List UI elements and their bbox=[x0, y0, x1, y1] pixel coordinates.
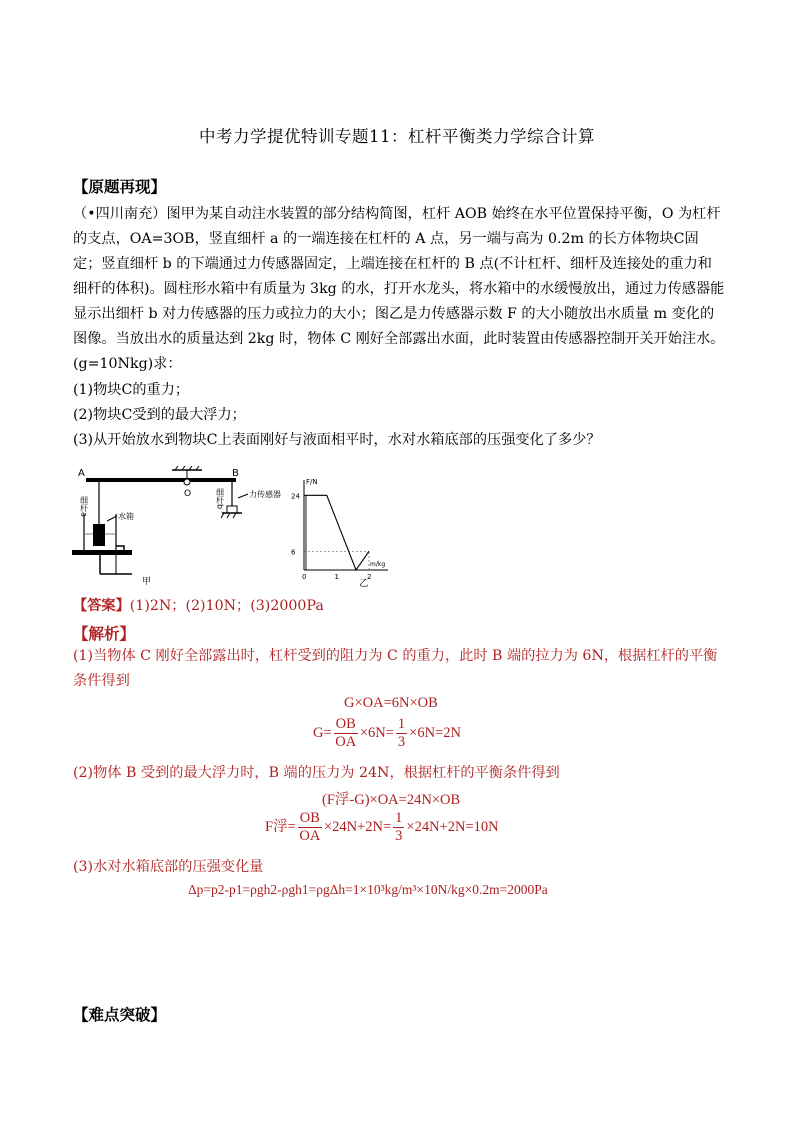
equation-2: G= $\frac{OB}{OA}$ ×6N= $\frac{1}{3}$ ×6N=2N bbox=[313, 716, 461, 750]
x-axis-label: m/kg bbox=[370, 561, 386, 568]
series-line bbox=[304, 495, 369, 570]
label-a: A bbox=[78, 468, 85, 479]
label-b: B bbox=[232, 468, 239, 479]
block-c bbox=[93, 524, 105, 546]
equation-1: G×OA=6N×OB bbox=[344, 695, 438, 711]
pivot-o bbox=[184, 479, 190, 485]
lever-bar bbox=[86, 478, 236, 482]
section-heading-difficulty: 【难点突破】 bbox=[73, 1005, 167, 1024]
y-axis-label: F/N bbox=[306, 478, 318, 486]
rod-b-label: 细杆b bbox=[215, 488, 225, 510]
rod-a-label: 细杆a bbox=[79, 496, 89, 517]
equation-5: Δp=p2-p1=ρgh2-ρgh1=ρgΔh=1×10³kg/m³×10N/kg×0.2m=2000Pa bbox=[188, 882, 548, 897]
force-sensor bbox=[227, 506, 237, 513]
answer-line bbox=[73, 595, 324, 615]
equation-4: F浮= $\frac{OB}{OA}$ ×24N+2N= $\frac{1}{3}$ ×24N+2N=10N bbox=[265, 810, 499, 844]
answer-text: (1)2N；(2)10N；(3)2000Pa bbox=[129, 598, 324, 614]
y-tick-label: 24 bbox=[291, 492, 300, 501]
equation-3: (F浮-G)×OA=24N×OB bbox=[322, 792, 461, 808]
figure-jia-caption: 甲 bbox=[142, 577, 152, 586]
figure-jia-diagram bbox=[72, 466, 292, 586]
analysis-paragraph-1: (1)当物体 C 刚好全部露出时，杠杆受到的阻力为 C 的重力，此时 B 端的拉力为 6N，根据杠杆的平衡条件得到 bbox=[73, 648, 718, 689]
analysis-label: 【解析】 bbox=[73, 624, 136, 643]
figure-yi-chart bbox=[290, 476, 400, 588]
question-2: (2)物块C受到的最大浮力； bbox=[73, 407, 246, 423]
section-heading-original-problem: 【原题再现】 bbox=[73, 177, 167, 196]
tank-label: 水箱 bbox=[118, 512, 134, 521]
answer-label: 【答案】 bbox=[73, 598, 130, 614]
y-tick-label: 6 bbox=[291, 548, 296, 557]
x-tick-label: 2 bbox=[367, 573, 372, 581]
label-o: O bbox=[184, 489, 192, 499]
document-title: 中考力学提优特训专题11：杠杆平衡类力学综合计算 bbox=[199, 127, 595, 146]
x-tick-label: 1 bbox=[334, 573, 339, 581]
question-1: (1)物块C的重力； bbox=[73, 382, 190, 398]
analysis-paragraph-3: (3)水对水箱底部的压强变化量 bbox=[73, 859, 264, 875]
x-tick-label: 0 bbox=[302, 573, 307, 581]
question-3: (3)从开始放水到物块C上表面刚好与液面相平时，水对水箱底部的压强变化了多少？ bbox=[73, 432, 601, 448]
figure-yi-caption: 乙 bbox=[359, 579, 369, 588]
analysis-paragraph-2: (2)物体 B 受到的最大浮力时，B 端的压力为 24N，根据杠杆的平衡条件得到 bbox=[73, 765, 560, 781]
sensor-label: 力传感器 bbox=[249, 490, 281, 499]
tank-bottom bbox=[72, 550, 132, 555]
problem-statement: （•四川南充）图甲为某自动注水装置的部分结构简图，杠杆 AOB 始终在水平位置保持平衡，O 为杠杆的支点，OA=3OB，竖直细杆 a 的一端连接在杠杆的 A 点，另一端与高为 0.2m 的长方体物块C固定；竖直细杆 b 的下端通过力传感器固定，上端连接在杠杆的 B 点(不计杠杆、细杆及连接处的重力和细杆的体积)。圆柱形水箱中有质量为 3kg 的水，打开水龙头，将水箱中的水缓慢放出，通过力传感器能显示出细杆 b 对力传感器的压力或拉力的大小；图乙是力传感器示数 F 的大小随放出水质量 m 变化的图像。当放出水的质量达到 2kg 时，物体 C 刚好全部露出水面，此时装置由传感器控制开关开始注水。(g=10Nkg)求： bbox=[73, 206, 725, 372]
